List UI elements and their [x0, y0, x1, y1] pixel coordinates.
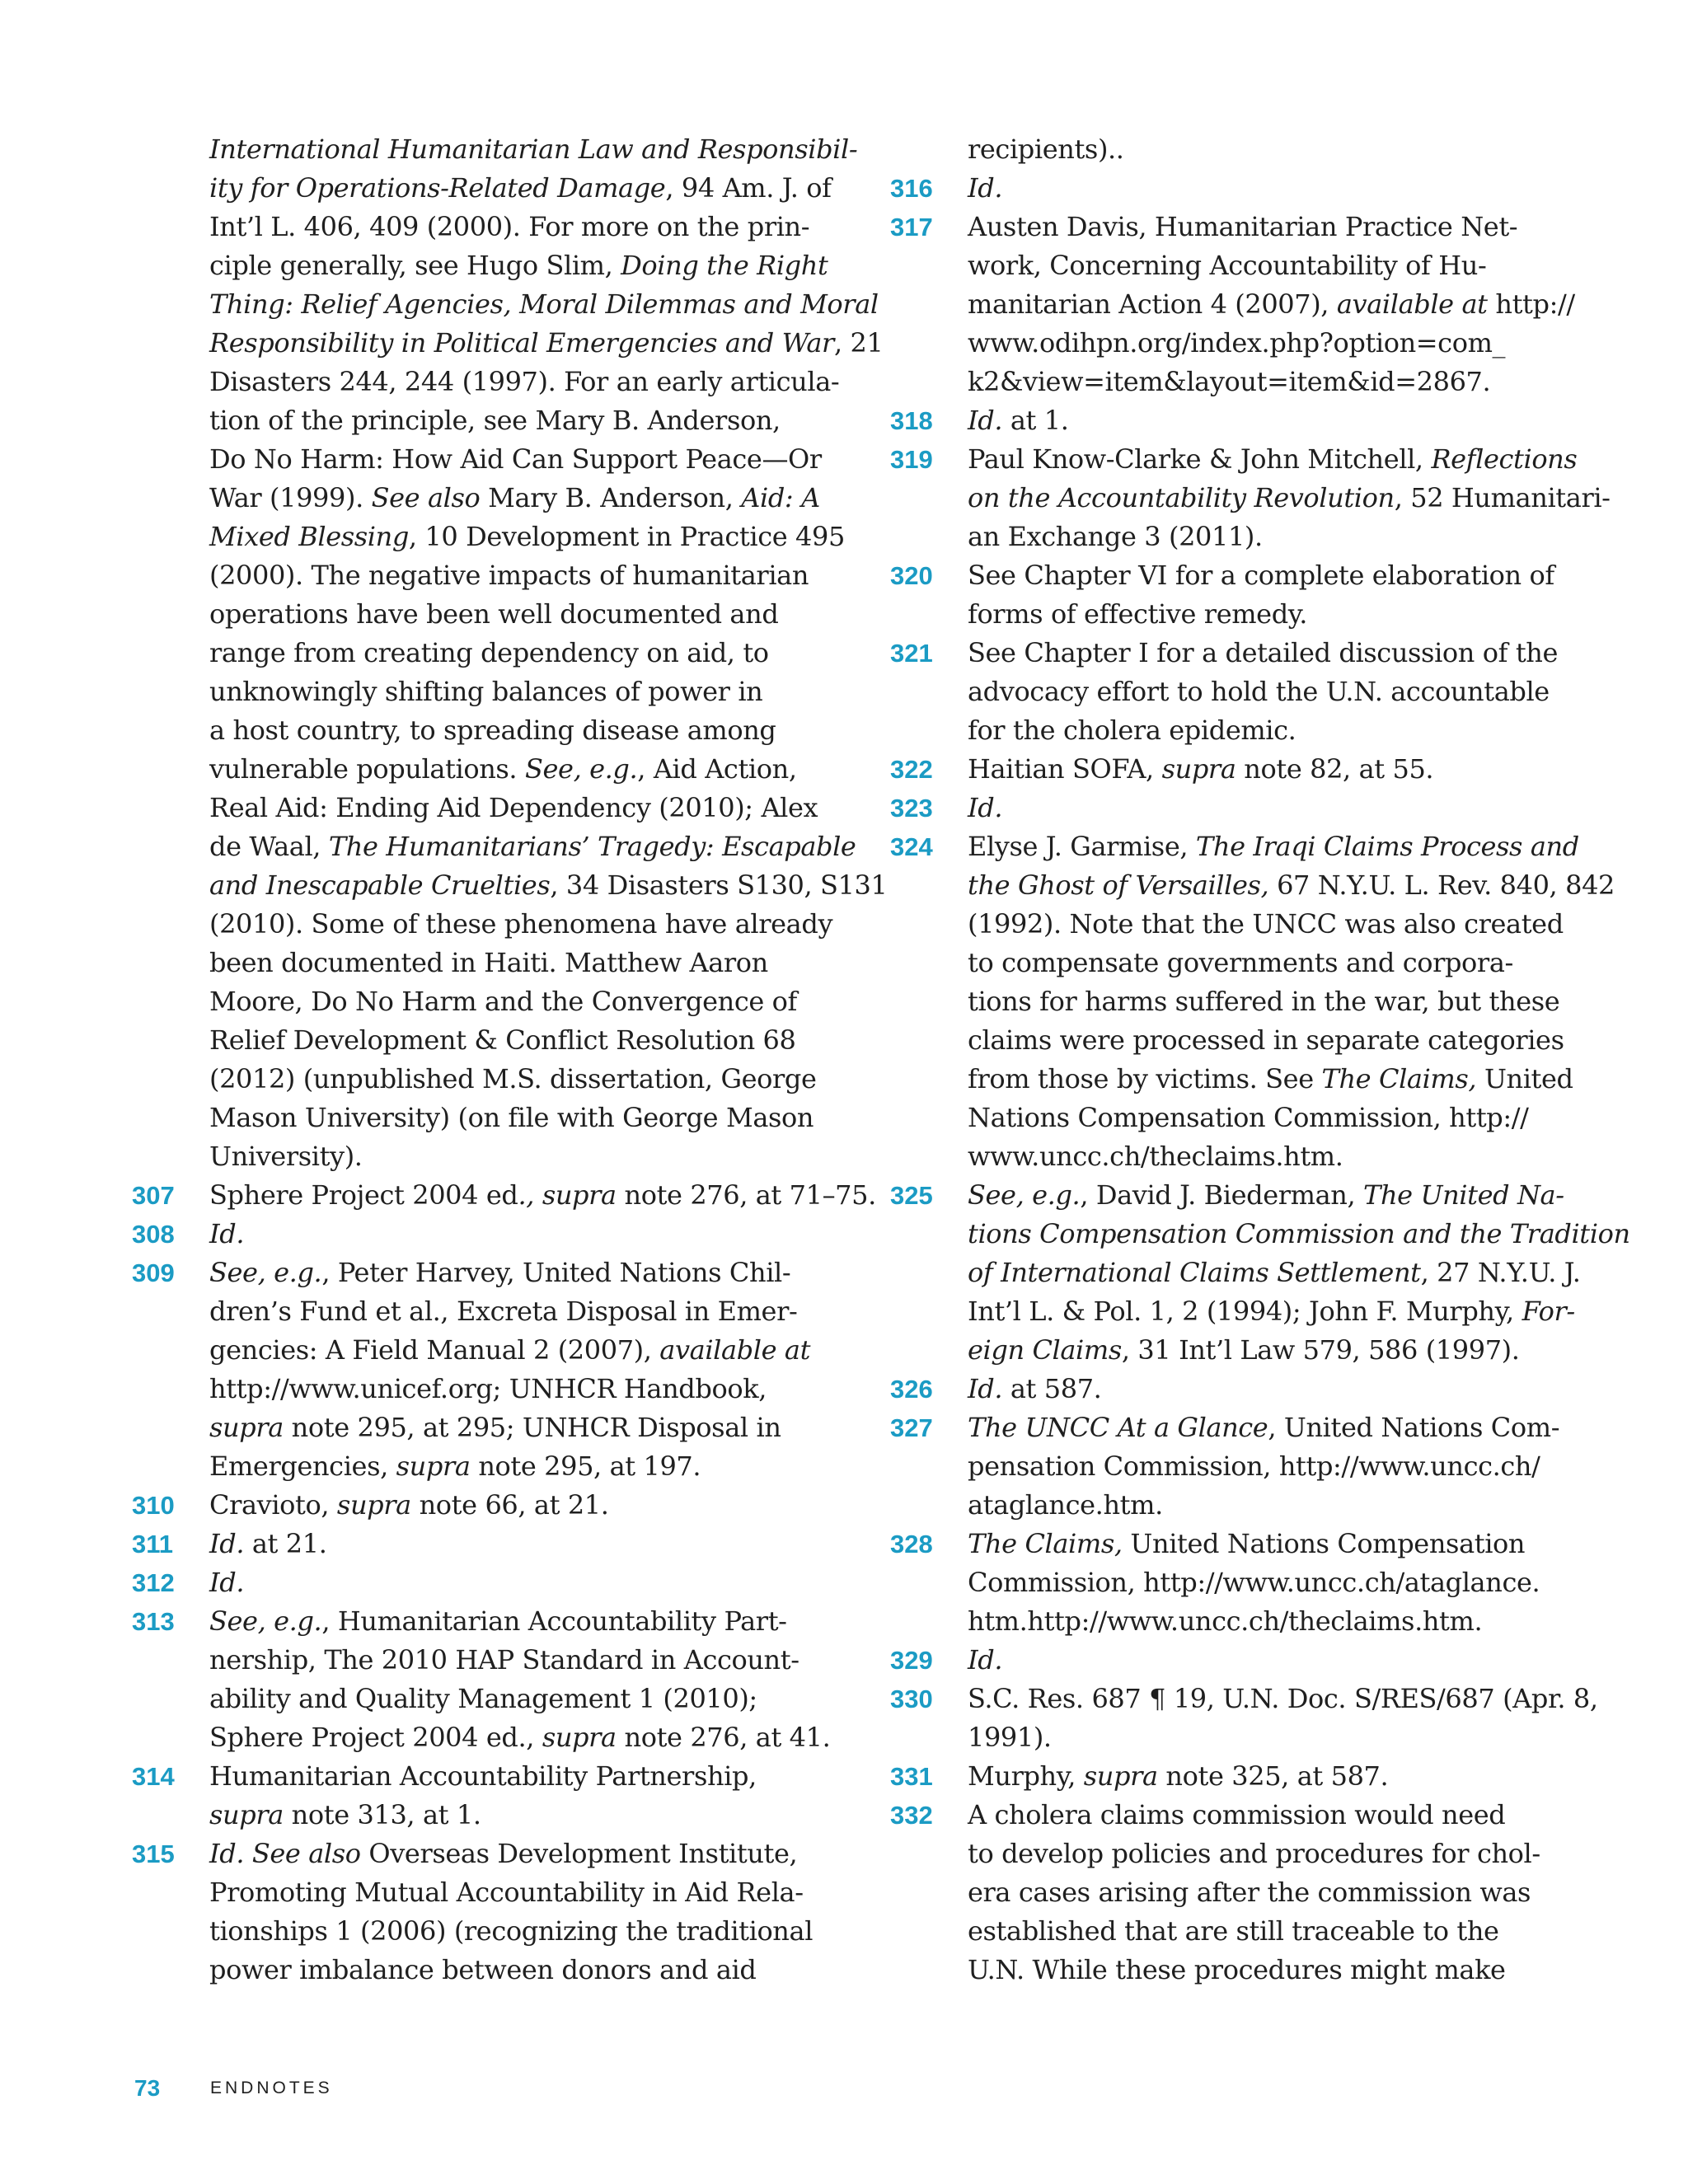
endnote-text-line: ity for Operations-Related Damage, 94 Am. J. of	[209, 172, 832, 204]
endnote-309	[132, 1254, 824, 1486]
endnote-number: 326	[890, 1375, 933, 1404]
endnote-text-line: vulnerable populations. See, e.g., Aid Action,	[209, 753, 797, 785]
endnote-text-line: de Waal, The Humanitarians’ Tragedy: Escapable	[209, 831, 856, 862]
endnote-text-line: Murphy, supra note 325, at 587.	[968, 1760, 1389, 1792]
endnote-text-line: advocacy effort to hold the U.N. accountable	[968, 676, 1550, 707]
endnote-text-line: See, e.g., David J. Biederman, The United Na-	[968, 1179, 1564, 1211]
endnote-text-line: ciple generally, see Hugo Slim, Doing the Right	[209, 250, 828, 281]
endnote-317	[890, 208, 1574, 401]
endnote-311	[132, 1525, 824, 1563]
endnote-number: 325	[890, 1181, 933, 1210]
endnote-number: 311	[132, 1530, 174, 1558]
endnote-text-line: Sphere Project 2004 ed., supra note 276, at 41.	[209, 1722, 831, 1753]
endnote-text-line: See, e.g., Peter Harvey, United Nations Chil-	[209, 1257, 791, 1288]
endnote-number: 331	[890, 1762, 933, 1791]
endnote-text-line: (2000). The negative impacts of humanitarian	[209, 560, 809, 591]
endnote-number: 324	[890, 832, 933, 861]
endnote-text-line: Elyse J. Garmise, The Iraqi Claims Process and	[968, 831, 1579, 862]
endnote-text-line: eign Claims, 31 Int’l Law 579, 586 (1997).	[968, 1334, 1520, 1366]
endnote-text-line: A cholera claims commission would need	[968, 1799, 1506, 1830]
endnote-number: 308	[132, 1220, 175, 1249]
endnote-331	[890, 1757, 1574, 1796]
endnote-number: 319	[890, 445, 933, 474]
endnote-327	[890, 1408, 1574, 1525]
endnote-text-line: the Ghost of Versailles, 67 N.Y.U. L. Rev. 840, 842	[968, 869, 1615, 901]
endnote-text-line: Id.	[209, 1567, 245, 1598]
endnote-number: 310	[132, 1491, 175, 1520]
endnote-text-line: tions Compensation Commission and the Tradition	[968, 1218, 1630, 1249]
endnote-322	[890, 750, 1574, 789]
endnote-number: 314	[132, 1762, 175, 1791]
endnote-text-line: Disasters 244, 244 (1997). For an early articula-	[209, 366, 840, 397]
endnote-number: 330	[890, 1685, 933, 1713]
endnote-text-line: Commission, http://www.uncc.ch/ataglance.	[968, 1567, 1540, 1598]
endnote-text-line: a host country, to spreading disease among	[209, 715, 776, 746]
endnote-number: 322	[890, 755, 933, 784]
endnote-text-line: from those by victims. See The Claims, United	[968, 1063, 1573, 1094]
section-label: ENDNOTES	[210, 2079, 333, 2097]
endnote-text-line: of International Claims Settlement, 27 N.Y.U. J.	[968, 1257, 1581, 1288]
endnote-number: 312	[132, 1568, 175, 1597]
endnote-text-line: (2010). Some of these phenomena have already	[209, 908, 833, 940]
endnote-328	[890, 1525, 1574, 1641]
endnote-text-line: http://www.unicef.org; UNHCR Handbook,	[209, 1373, 767, 1404]
endnote-326	[890, 1370, 1574, 1408]
page-number: 73	[134, 2075, 161, 2101]
endnote-307	[132, 1176, 876, 1215]
endnote-continuation	[890, 130, 1574, 169]
endnote-text-line: S.C. Res. 687 ¶ 19, U.N. Doc. S/RES/687 (Apr. 8,	[968, 1683, 1598, 1714]
endnote-330	[890, 1680, 1598, 1757]
endnote-text-line: forms of effective remedy.	[968, 598, 1307, 630]
endnote-text-line: www.uncc.ch/theclaims.htm.	[968, 1141, 1343, 1172]
endnote-text-line: established that are still traceable to the	[968, 1915, 1499, 1947]
endnote-text-line: Real Aid: Ending Aid Dependency (2010); Alex	[209, 792, 818, 823]
endnote-text-line: been documented in Haiti. Matthew Aaron	[209, 947, 768, 978]
endnote-text-line: era cases arising after the commission was	[968, 1877, 1531, 1908]
endnote-text-line: Mason University) (on file with George Mason	[209, 1102, 814, 1133]
endnote-text-line: work, Concerning Accountability of Hu-	[968, 250, 1487, 281]
endnote-text-line: See Chapter I for a detailed discussion of the	[968, 637, 1559, 668]
endnote-text-line: Id.	[209, 1218, 245, 1249]
endnote-314	[132, 1757, 824, 1835]
endnote-text-line: See Chapter VI for a complete elaboration of	[968, 560, 1554, 591]
endnote-text-line: range from creating dependency on aid, to	[209, 637, 769, 668]
endnote-number: 315	[132, 1840, 175, 1868]
endnote-text-line: claims were processed in separate categories	[968, 1024, 1564, 1056]
endnote-316	[890, 169, 1574, 208]
endnote-text-line: U.N. While these procedures might make	[968, 1954, 1506, 1985]
endnote-text-line: power imbalance between donors and aid	[209, 1954, 757, 1985]
endnote-number: 313	[132, 1607, 175, 1636]
endnote-315	[132, 1835, 824, 1990]
endnote-text-line: to develop policies and procedures for chol-	[968, 1838, 1540, 1869]
endnote-text-line: Moore, Do No Harm and the Convergence of	[209, 986, 797, 1017]
endnote-text-line: k2&view=item&layout=item&id=2867.	[968, 366, 1491, 397]
endnote-text-line: on the Accountability Revolution, 52 Humanitari-	[968, 482, 1611, 513]
endnote-continuation	[132, 130, 888, 1176]
endnote-number: 329	[890, 1646, 933, 1675]
endnote-323	[890, 789, 1574, 827]
endnote-text-line: Emergencies, supra note 295, at 197.	[209, 1451, 701, 1482]
endnote-text-line: Cravioto, supra note 66, at 21.	[209, 1489, 609, 1521]
endnote-text-line: dren’s Fund et al., Excreta Disposal in Emer-	[209, 1296, 798, 1327]
endnote-text-line: Austen Davis, Humanitarian Practice Net-	[968, 211, 1518, 242]
endnote-text-line: and Inescapable Cruelties, 34 Disasters S130, S131	[209, 869, 888, 901]
endnote-text-line: Sphere Project 2004 ed., supra note 276, at 71–75.	[209, 1179, 876, 1211]
endnote-text-line: Id. at 21.	[209, 1528, 327, 1559]
endnote-text-line: Relief Development & Conflict Resolution 68	[209, 1024, 796, 1056]
endnote-text-line: Haitian SOFA, supra note 82, at 55.	[968, 753, 1434, 785]
endnote-text-line: (1992). Note that the UNCC was also created	[968, 908, 1564, 940]
endnote-text-line: The UNCC At a Glance, United Nations Com-	[968, 1412, 1560, 1443]
endnote-text-line: pensation Commission, http://www.uncc.ch/	[968, 1451, 1540, 1482]
endnote-text-line: Id. at 1.	[968, 405, 1069, 436]
endnote-text-line: nership, The 2010 HAP Standard in Account-	[209, 1644, 799, 1675]
endnote-number: 332	[890, 1801, 933, 1830]
endnote-text-line: supra note 295, at 295; UNHCR Disposal in	[209, 1412, 781, 1443]
endnote-number: 316	[890, 174, 933, 203]
endnote-text-line: www.odihpn.org/index.php?option=com_	[968, 327, 1506, 359]
endnote-text-line: Id. at 587.	[968, 1373, 1102, 1404]
endnote-text-line: operations have been well documented and	[209, 598, 779, 630]
endnote-325	[890, 1176, 1630, 1370]
endnote-text-line: Id.	[968, 792, 1003, 823]
endnote-text-line: Promoting Mutual Accountability in Aid Rela-	[209, 1877, 804, 1908]
endnote-text-line: tionships 1 (2006) (recognizing the traditional	[209, 1915, 814, 1947]
endnote-text-line: to compensate governments and corpora-	[968, 947, 1513, 978]
endnote-text-line: See, e.g., Humanitarian Accountability Part-	[209, 1605, 787, 1637]
endnote-text-line: Humanitarian Accountability Partnership,	[209, 1760, 757, 1792]
endnote-308	[132, 1215, 824, 1254]
endnote-text-line: Nations Compensation Commission, http://	[968, 1102, 1529, 1133]
endnote-text-line: manitarian Action 4 (2007), available at http://	[968, 288, 1575, 320]
endnote-number: 320	[890, 561, 933, 590]
endnote-329	[890, 1641, 1574, 1680]
endnote-313	[132, 1602, 831, 1757]
endnote-text-line: Paul Know-Clarke & John Mitchell, Reflections	[968, 443, 1578, 475]
endnote-text-line: Mixed Blessing, 10 Development in Practice 495	[209, 521, 845, 552]
endnote-text-line: Do No Harm: How Aid Can Support Peace—Or	[209, 443, 822, 475]
endnote-text-line: Responsibility in Political Emergencies and War, 21	[209, 327, 884, 359]
endnote-number: 318	[890, 406, 933, 435]
endnote-332	[890, 1796, 1574, 1990]
endnote-text-line: gencies: A Field Manual 2 (2007), available at	[209, 1334, 811, 1366]
left-endnotes-column	[132, 130, 888, 1990]
endnote-310	[132, 1486, 824, 1525]
endnote-312	[132, 1563, 824, 1602]
endnote-number: 327	[890, 1413, 933, 1442]
endnote-text-line: for the cholera epidemic.	[968, 715, 1296, 746]
endnote-text-line: htm.http://www.uncc.ch/theclaims.htm.	[968, 1605, 1483, 1637]
endnote-321	[890, 634, 1574, 750]
endnote-text-line: University).	[209, 1141, 363, 1172]
endnote-text-line: supra note 313, at 1.	[209, 1799, 481, 1830]
endnote-text-line: International Humanitarian Law and Responsibil-	[209, 134, 858, 165]
endnote-text-line: The Claims, United Nations Compensation	[968, 1528, 1526, 1559]
endnote-text-line: Id.	[968, 172, 1003, 204]
endnote-318	[890, 401, 1574, 440]
endnote-text-line: War (1999). See also Mary B. Anderson, Aid: A	[209, 482, 820, 513]
endnote-text-line: unknowingly shifting balances of power in	[209, 676, 763, 707]
endnote-text-line: ataglance.htm.	[968, 1489, 1163, 1521]
endnote-number: 323	[890, 794, 933, 823]
endnote-text-line: Thing: Relief Agencies, Moral Dilemmas and Moral	[209, 288, 879, 320]
endnote-number: 321	[890, 639, 933, 668]
endnote-319	[890, 440, 1611, 556]
endnote-number: 328	[890, 1530, 933, 1558]
endnote-text-line: Int’l L. 406, 409 (2000). For more on the prin-	[209, 211, 810, 242]
endnote-number: 309	[132, 1258, 175, 1287]
page-footer	[134, 2070, 333, 2107]
endnote-324	[890, 827, 1615, 1176]
endnote-text-line: Id.	[968, 1644, 1003, 1675]
endnote-number: 307	[132, 1181, 175, 1210]
endnote-text-line: Id. See also Overseas Development Institute,	[209, 1838, 798, 1869]
endnote-text-line: Int’l L. & Pol. 1, 2 (1994); John F. Murphy, For-	[968, 1296, 1575, 1327]
endnote-text-line: ability and Quality Management 1 (2010);	[209, 1683, 757, 1714]
right-endnotes-column	[890, 130, 1630, 1990]
endnote-text-line: (2012) (unpublished M.S. dissertation, George	[209, 1063, 817, 1094]
endnote-text-line: an Exchange 3 (2011).	[968, 521, 1263, 552]
endnote-320	[890, 556, 1574, 634]
endnote-text-line: 1991).	[968, 1722, 1052, 1753]
endnote-text-line: tion of the principle, see Mary B. Anderson,	[209, 405, 781, 436]
endnote-text-line: tions for harms suffered in the war, but these	[968, 986, 1560, 1017]
endnote-number: 317	[890, 213, 933, 241]
endnote-text-line: recipients)..	[968, 134, 1124, 165]
